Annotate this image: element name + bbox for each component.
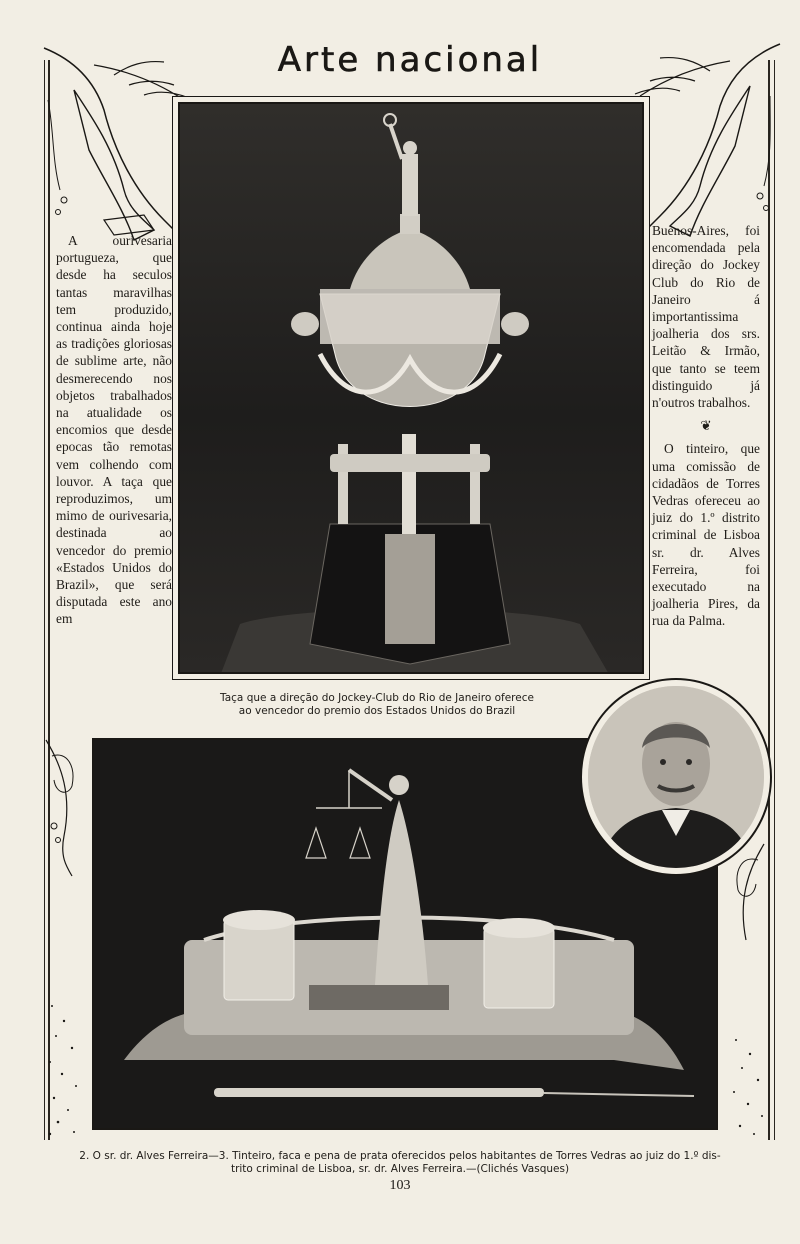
fleuron-icon: ❦ — [700, 418, 712, 434]
trophy-illustration-icon — [180, 104, 644, 674]
floral-ornament-right-icon — [724, 840, 774, 1140]
portrait-illustration-icon — [588, 686, 764, 868]
bottom-caption — [20, 1150, 780, 1176]
page-title: Arte nacional — [277, 40, 543, 80]
trophy-caption-line-2: ao vencedor do premio dos Estados Unidos do Brazil — [238, 705, 516, 717]
bottom-caption-line-1: 2. O sr. dr. Alves Ferreira—3. Tinteiro, faca e pena de prata oferecidos pelos habitantes de Torres Vedras ao juiz do 1.º dis- — [79, 1150, 721, 1162]
right-column-paragraph-2: O tinteiro, que uma comissão de cidadãos de Torres Vedras ofereceu ao juiz do 1.º distrito criminal de Lisboa sr. dr. Alves Ferreira, foi executado na joalheria Pires, da rua da Palma. — [652, 441, 760, 629]
trophy-caption — [176, 692, 578, 718]
left-column-paragraph: A ourivesaria portugueza, que desde ha seculos tantas maravilhas tem produzido, continua ainda hoje as tradições gloriosas de sublime arte, não desmerecendo nos objetos trabalhados na atualidade os encomios que desde epocas tão remotas vem colhendo com louvor. A taça que reproduzimos, um mimo de ourivesaria, destinada ao vencedor do premio «Estados Unidos do Brazil», que será disputada este ano em — [56, 233, 172, 627]
left-text-column — [56, 232, 172, 712]
right-text-column — [652, 222, 760, 672]
trophy-photo — [178, 102, 644, 674]
portrait-photo — [588, 686, 764, 868]
floral-ornament-left-icon — [42, 736, 86, 1146]
right-column-paragraph-1: Buenos-Aires, foi encomendada pela direção do Jockey Club do Rio de Janeiro á importantissima joalheria dos srs. Leitão & Irmão, que tanto se teem distinguido já n'outros trabalhos. — [652, 223, 760, 411]
trophy-caption-line-1: Taça que a direção do Jockey-Club do Rio de Janeiro oferece — [220, 692, 534, 704]
bottom-caption-line-2: trito criminal de Lisboa, sr. dr. Alves Ferreira.—(Clichés Vasques) — [230, 1163, 570, 1175]
page-number: 103 — [389, 1178, 411, 1193]
